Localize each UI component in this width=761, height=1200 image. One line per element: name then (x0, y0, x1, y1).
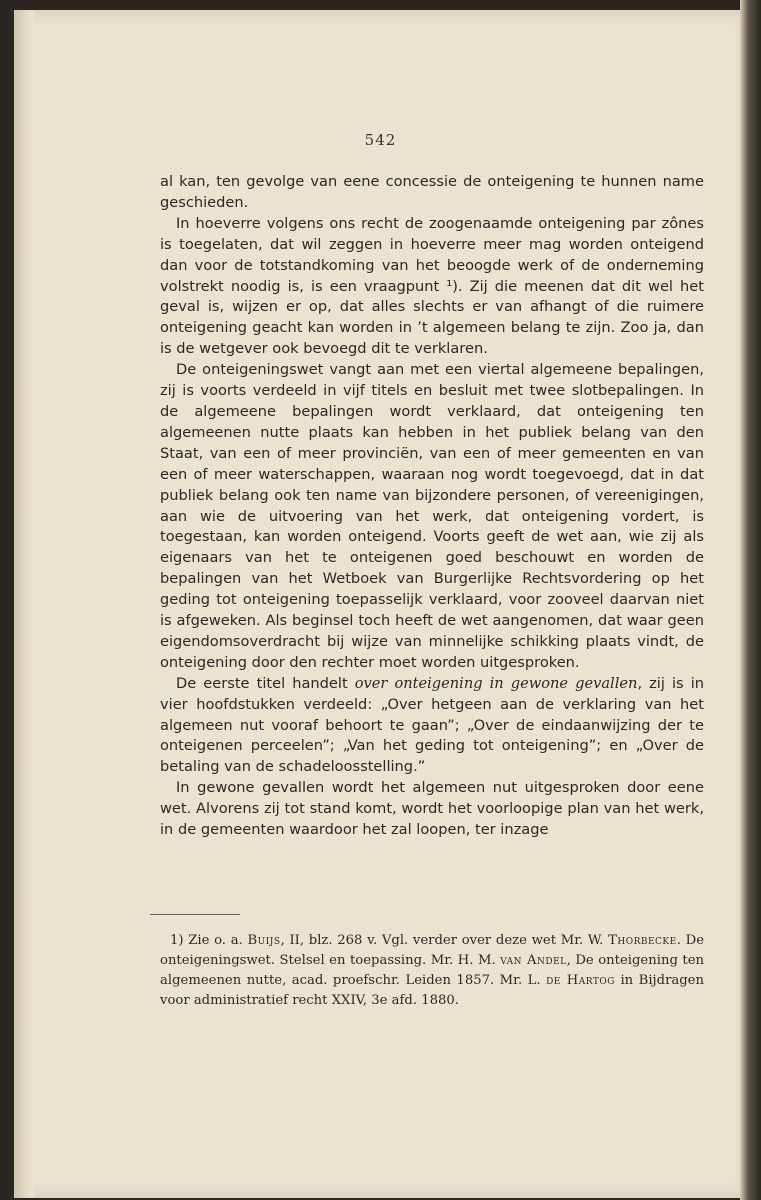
footnote-author: de Hartog (546, 973, 615, 988)
footnote-author: Buijs (247, 933, 281, 948)
paragraph-4-end: , zij is in vier hoofdstukken verdeeld: „Over hetgeen aan de verklaring van het algemeen nut vooraf behoort te gaan”; „Over de eindaanwijzing der te onteigenen perceelen”; „Van het geding tot onteigening”; en „Over de betaling van de schadeloosstelling.” (160, 674, 704, 776)
footnote-author: van Andel (500, 953, 567, 968)
footnote-part: , De onteigening ten algemeenen nutte, acad. proefschr. Leiden 1857. Mr. L. (160, 953, 704, 988)
footnote (160, 931, 704, 1011)
footnote-part: , II, blz. 268 v. Vgl. verder over deze wet Mr. W. (280, 933, 609, 948)
page-edge (740, 0, 761, 1200)
footnote-text (160, 931, 704, 1011)
paragraph-3: De onteigeningswet vangt aan met een viertal algemeene bepalingen, zij is voorts verdeeld in vijf titels en besluit met twee slotbepalingen. In de algemeene bepalingen wordt verklaard, dat onteigening ten algemeenen nutte plaats kan hebben in het publiek belang van den Staat, van een of meer provinciën, van een of meer gemeenten en van een of meer waterschappen, waaraan nog wordt toegevoegd, dat in dat publiek belang ook ten name van bijzondere personen, of vereenigingen, aan wie de uitvoering van het werk, dat onteigening vordert, is toegestaan, kan worden onteigend. Voorts geeft de wet aan, wie zij als eigenaars van het te onteigenen goed beschouwt en worden de bepalingen van het Wetboek van Burgerlijke Rechtsvordering op het geding tot onteigening toepasselijk verklaard, voor zooveel daarvan niet is afgeweken. Als beginsel toch heeft de wet aangenomen, dat waar geen eigendomsoverdracht bij wijze van minnelijke schikking plaats vindt, de onteigening door den rechter moet worden uitgesproken. (160, 361, 704, 671)
body-text (160, 172, 704, 841)
paragraph-4-italic: over onteigening in gewone gevallen (354, 674, 638, 692)
footnote-part: in Bijdragen voor administratief recht XXIV, 3e afd. 1880. (160, 973, 704, 1008)
footnote-part: . De onteigeningswet. Stelsel en toepassing. Mr. H. M. (160, 933, 704, 968)
footnote-part: 1) Zie o. a. (170, 933, 248, 948)
page-binding (14, 10, 34, 1198)
paragraph-1: al kan, ten gevolge van eene concessie de onteigening te hunnen name geschieden. (160, 173, 704, 211)
paragraph-4 (160, 674, 704, 779)
paragraph-2: In hoeverre volgens ons recht de zoogenaamde onteigening par zônes is toegelaten, dat wil zeggen in hoeverre meer mag worden onteigend dan voor de totstandkoming van het beoogde werk of de onderneming volstrekt noodig is, is een vraagpunt ¹). Zij die meenen dat dit wel het geval is, wijzen er op, dat alles slechts er van afhangt of die ruimere onteigening geacht kan worden in ’t algemeen belang te zijn. Zoo ja, dan is de wetgever ook bevoegd dit te verklaren. (160, 214, 704, 358)
paragraph-4-start: De eerste titel handelt (176, 674, 355, 692)
page-number: 542 (364, 131, 397, 149)
footnote-author: Thorbecke (608, 933, 677, 948)
paragraph-5: In gewone gevallen wordt het algemeen nut uitgesproken door eene wet. Alvorens zij tot stand komt, wordt het voorloopige plan van het werk, in de gemeenten waardoor het zal loopen, ter inzage (160, 779, 704, 839)
footnote-rule (150, 914, 240, 915)
